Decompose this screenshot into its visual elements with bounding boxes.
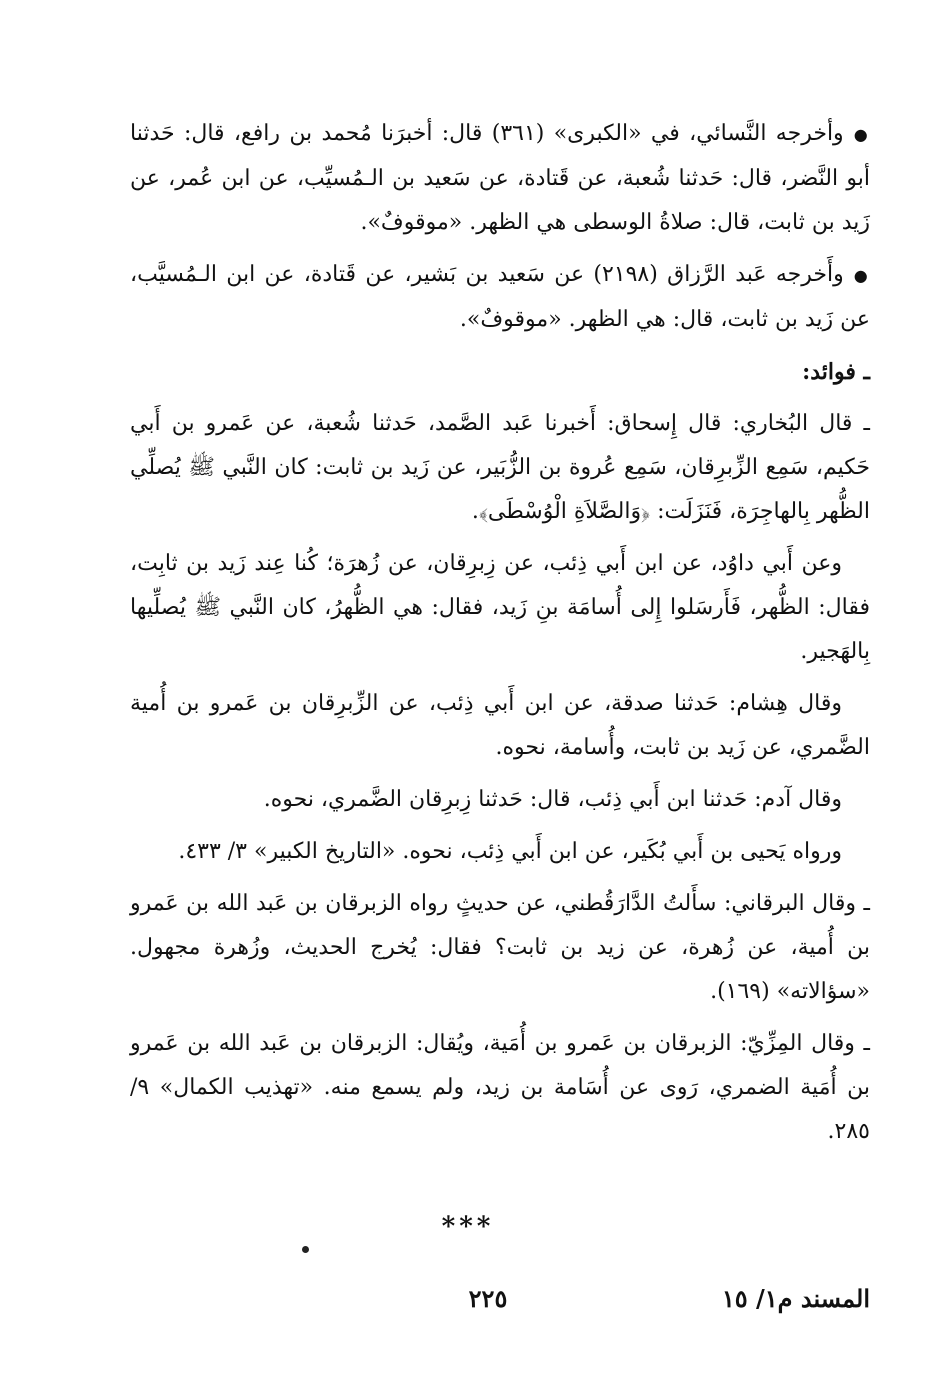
paragraph-text: وأَخرجه عَبد الرَّزاق (٢١٩٨) عن سَعيد بن بَشير، عن قَتادة، عن ابن الـمُسيَّب، عن زَيد بن ثابت، قال: هي الظهر. «موقوفٌ». [130,262,870,332]
paragraph-2 [130,253,870,342]
section-separator: *** [441,1212,495,1242]
paragraph-4: ـ قال البُخاري: قال إِسحاق: أَخبرنا عَبد الصَّمد، حَدثنا شُعبة، عن عَمرو بن أَبي حَكيم، سَمِع الزِّبرِقان، سَمِع عُروة بن الزُّبَير، عن زَيد بن ثابت: كان النَّبي ﷺ يُصلِّي الظُّهر بِالهاجِرَة، فَنَزَلَت: ﴿وَالصَّلاَةِ الْوُسْطَى﴾. [130,411,870,524]
paragraph-8: ورواه يَحيى بن أَبي بُكَير، عن ابن أَبي ذِئب، نحوه. «التاريخ الكبير» ٣/ ٤٣٣. [178,839,842,864]
ink-dot [302,1246,309,1253]
bullet-icon: ● [853,266,870,285]
section-heading: ـ فوائد: [802,359,870,385]
paragraph-text: وأخرجه النَّسائي، في «الكبرى» (٣٦١) قال: أخبرَنا مُحمد بن رافع، قال: حَدثنا أبو النَّضر، قال: حَدثنا شُعبة، عن قَتادة، عن سَعيد بن الـمُسيِّب، عن ابن عُمر، عن زَيد بن ثابت، قال: صلاةُ الوسطى هي الظهر. «موقوفٌ». [130,121,870,235]
paragraph-9: ـ وقال البرقاني: سأَلتُ الدَّارَقُطني، عن حديثٍ رواه الزبرقان بن عَبد الله بن عَمرو بن أُمية، عن زُهرة، عن زيد بن ثابت؟ فقال: يُخرج الحديث، وزُهرة مجهول. «سؤالاته» (١٦٩). [130,891,870,1004]
paragraph-10: ـ وقال المِزِّيّ: الزبرقان بن عَمرو بن أُمَية، ويُقال: الزبرقان بن عَبد الله بن عَمرو بن أُمَية الضمري، رَوى عن أُسَامة بن زيد، ولم يسمع منه. «تهذيب الكمال» ٩/ ٢٨٥. [130,1031,870,1144]
page-number: ٢٢٥ [468,1284,508,1313]
bullet-icon: ● [853,125,870,144]
paragraph-5: وعن أَبي داوُد، عن ابن أَبي ذِئب، عن زِبرِقان، عن زُهرَة؛ كُنا عِند زَيد بن ثابِت، فقال: الظُّهر، فَأَرسَلوا إِلى أُسامَة بنِ زَيد، فقال: هي الظُّهرُ، كان النَّبي ﷺ يُصلِّيها بِالهَجير. [130,551,870,664]
paragraph-6: وقال هِشام: حَدثنا صدقة، عن ابن أَبي ذِئب، عن الزِّبرِقان بن عَمرو بن أُمية الضَّمري، عن زَيد بن ثابت، وأُسامة، نحوه. [130,691,870,760]
paragraph-7: وقال آدم: حَدثنا ابن أَبي ذِئب، قال: حَدثنا زِبرِقان الضَّمري، نحوه. [263,787,842,812]
signature-mark: المسند م١/ ١٥ [721,1284,870,1313]
paragraph-1 [130,112,870,245]
